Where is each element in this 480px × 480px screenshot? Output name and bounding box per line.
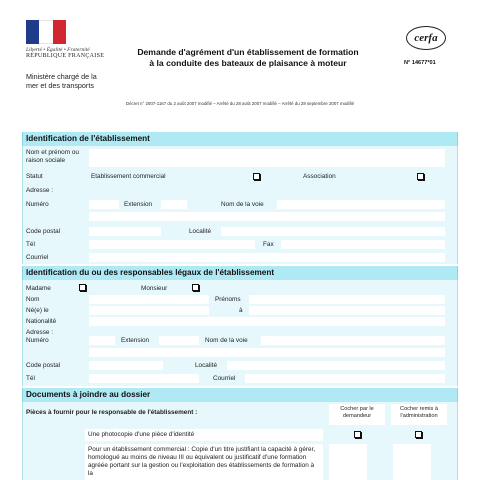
nom-field[interactable] — [89, 295, 209, 304]
fax-label: Fax — [263, 241, 274, 248]
nationalite-label: Nationalité — [26, 318, 57, 325]
document-item-1: Une photocopie d'une pièce d'identité — [85, 429, 323, 441]
nele-label: Né(e) le — [26, 307, 49, 314]
monsieur-checkbox[interactable] — [192, 284, 199, 291]
nom-label: Nom — [26, 296, 40, 303]
monsieur-label: Monsieur — [141, 285, 168, 292]
section-establishment-title: Identification de l'établissement — [22, 132, 458, 146]
section-documents-title: Documents à joindre au dossier — [22, 388, 458, 402]
fax-field[interactable] — [281, 240, 445, 249]
association-checkbox[interactable] — [417, 173, 424, 180]
statut-label: Statut — [26, 173, 43, 180]
document-item-1-admin-checkbox[interactable] — [415, 431, 422, 438]
nele-field[interactable] — [89, 306, 209, 315]
voie-field[interactable] — [261, 336, 445, 345]
col-demandeur: Cocher par le demandeur — [329, 404, 385, 425]
voie-field[interactable] — [277, 200, 445, 209]
section-documents — [22, 402, 458, 480]
commercial-label: Etablissement commercial — [91, 173, 166, 180]
name-field[interactable] — [89, 149, 445, 167]
postal-label: Code postal — [26, 362, 61, 369]
name-label: Nom et prénom ou raison sociale — [26, 149, 79, 164]
col-admin: Cocher remis à l'administration — [391, 404, 447, 425]
postal-field[interactable] — [89, 361, 163, 370]
ministry-name: Ministère chargé de la mer et des transports — [26, 72, 97, 90]
document-item-1-demandeur-checkbox[interactable] — [354, 431, 361, 438]
numero-label: Numéro — [26, 337, 49, 344]
extension-label: Extension — [124, 201, 153, 208]
documents-subtitle: Pièces à fournir pour le responsable de l'établissement : — [26, 409, 198, 416]
tel-label: Tél — [26, 241, 35, 248]
extension-label: Extension — [121, 337, 150, 344]
localite-field[interactable] — [221, 227, 445, 236]
address-label: Adresse : — [26, 187, 53, 194]
localite-field[interactable] — [227, 361, 445, 370]
section-establishment — [22, 146, 458, 264]
madame-label: Madame — [26, 285, 51, 292]
courriel-label: Courriel — [26, 254, 49, 261]
a-label: à — [239, 307, 243, 314]
commercial-checkbox[interactable] — [253, 173, 260, 180]
prenoms-label: Prénoms — [215, 296, 241, 303]
cerfa-logo: cerfa — [406, 26, 446, 50]
decree-reference: Décret n° 2007-1167 du 2 août 2007 modifié – Arrêté du 28 août 2007 modifié – Arrêté du 28 septembre 2007 modifié — [125, 101, 355, 106]
courriel-field[interactable] — [89, 253, 445, 262]
document-item-2-demandeur-box[interactable] — [329, 444, 367, 480]
nationalite-field[interactable] — [89, 317, 445, 326]
birthplace-field[interactable] — [249, 306, 445, 315]
address-label: Adresse : — [26, 329, 53, 336]
document-item-2: Pour un établissement commercial : Copie d'un titre justifiant la capacité à gérer, homologué au moins de niveau III ou équivalent ou justificatif d'une formation agréée portant sur la gestion ou l'exploitation des établissements de formation à la — [85, 444, 323, 480]
postal-label: Code postal — [26, 228, 61, 235]
numero-field[interactable] — [89, 200, 119, 209]
motto: Liberté • Égalité • Fraternité — [26, 47, 90, 53]
section-legal — [22, 280, 458, 386]
voie-label: Nom de la voie — [205, 337, 248, 344]
form-number: N° 14677*01 — [404, 60, 436, 66]
voie-label: Nom de la voie — [221, 201, 264, 208]
extension-field[interactable] — [159, 336, 199, 345]
address-line2-field[interactable] — [89, 348, 445, 357]
prenoms-field[interactable] — [249, 295, 445, 304]
address-line2-field[interactable] — [89, 212, 445, 221]
numero-label: Numéro — [26, 201, 49, 208]
french-flag-icon — [26, 20, 66, 44]
madame-checkbox[interactable] — [79, 284, 86, 291]
section-legal-title: Identification du ou des responsables légaux de l'établissement — [22, 266, 458, 280]
marianne-logo — [26, 20, 105, 59]
localite-label: Localité — [189, 228, 212, 235]
association-label: Association — [303, 173, 336, 180]
localite-label: Localité — [195, 362, 218, 369]
courriel-label: Courriel — [213, 375, 236, 382]
extension-field[interactable] — [161, 200, 187, 209]
numero-field[interactable] — [89, 336, 115, 345]
tel-field[interactable] — [89, 240, 255, 249]
postal-field[interactable] — [89, 227, 161, 236]
page-title: Demande d'agrément d'un établissement de formation à la conduite des bateaux de plaisance à moteur — [137, 47, 359, 68]
document-item-2-admin-box[interactable] — [393, 444, 431, 480]
tel-field[interactable] — [89, 374, 199, 383]
courriel-field[interactable] — [245, 374, 445, 383]
tel-label: Tél — [26, 375, 35, 382]
republique-label: RÉPUBLIQUE FRANÇAISE — [26, 53, 105, 59]
